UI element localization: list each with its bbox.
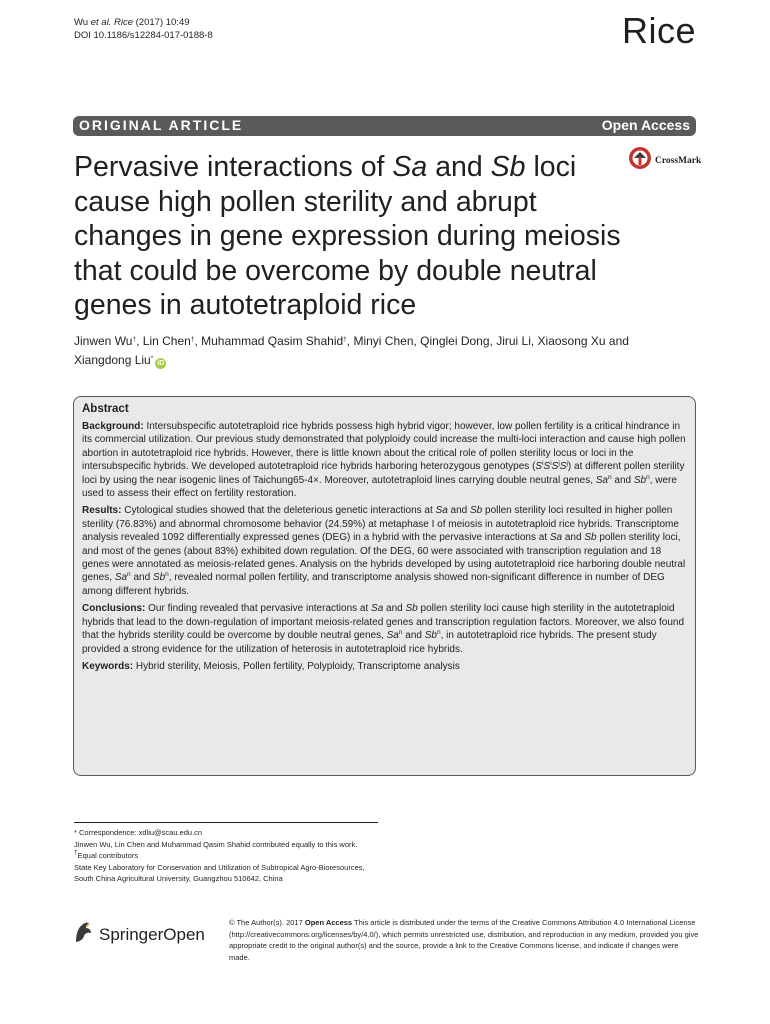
sa-gene: Sa [114, 572, 128, 584]
abstract-background [82, 420, 687, 500]
license-prefix: © The Author(s). 2017 [229, 918, 305, 927]
genotype: S [535, 461, 543, 473]
genotype-sup: j [566, 460, 568, 468]
license-text [229, 917, 699, 963]
background-text-3: , were used to assess their effect on fertility restoration. [82, 474, 677, 500]
title-text-2: and [427, 151, 491, 183]
dagger-mark: † [190, 336, 195, 343]
springer-name: Springer [99, 924, 164, 944]
sa-gene: Sa [435, 505, 448, 517]
conclusions-text-3: , in autotetraploid rice hybrids. The present study provided a strong evidence for the utilization of heterosis in autotetraploid rice hybrids. [82, 630, 657, 655]
equal-contributors-text: Equal contributors [77, 851, 139, 861]
author-list [74, 332, 674, 370]
sb-gene: Sb [470, 505, 483, 517]
and-text: and [402, 630, 425, 642]
sb-gene: Sb [584, 532, 597, 544]
abstract-heading: Abstract [82, 403, 129, 415]
genotype-sup: j [558, 460, 560, 468]
and-text: and [383, 603, 406, 615]
title-text-3: loci cause high pollen sterility and abrupt changes in gene expression during meiosis that could be overcome by double neutral genes in autotetraploid rice [74, 151, 621, 321]
author-1: Jinwen Wu [74, 334, 133, 348]
and-text: and [447, 505, 471, 517]
springer-horse-icon [72, 920, 94, 949]
dagger-mark: † [74, 849, 78, 857]
keywords-label: Keywords: [82, 660, 134, 672]
background-label: Background: [82, 421, 144, 432]
crossmark-link[interactable] [628, 146, 701, 175]
and-text: and [562, 532, 585, 544]
sa-gene: Sa [386, 630, 399, 642]
background-text-2: ) at different pollen sterility loci by using the near isogenic lines of Taichung65-4×. Moreover, autotetraploid lines carrying double neutral genes, [82, 461, 685, 486]
doi[interactable]: DOI 10.1186/s12284-017-0188-8 [74, 30, 213, 41]
author-rest: , Minyi Chen, Qinglei Dong, Jirui Li, Xiaosong Xu and Xiangdong Liu [74, 334, 629, 367]
n-sup: n [398, 629, 403, 637]
title-text-1: Pervasive interactions of [74, 151, 393, 183]
abstract-results [82, 504, 687, 598]
sb-gene: Sb [633, 474, 647, 486]
citation-year: (2017) 10:49 [135, 17, 190, 28]
citation-etal: et al. [90, 17, 112, 28]
title-sa: Sa [392, 151, 428, 183]
sa-gene: Sa [549, 532, 563, 544]
title-sb: Sb [490, 151, 526, 183]
conclusions-text-2: pollen sterility loci cause high sterility in the autotetraploid hybrids that lead to the down-regulation of important meiosis-related genes and transcription regulation factors. Moreover, we also found that the hybrids sterility could be overcome by double neutral genes, [82, 603, 685, 642]
dagger-mark: † [343, 336, 347, 343]
results-text-2: pollen sterility loci resulted in higher pollen sterility (76.83%) and abnormal chromosome behavior (24.59%) at metaphase I of meiosis in autotetraploid rice hybrids. Transcriptome analysis revealed 1092 differentially expressed genes (DEG) in a hybrid with the pervasive interactions at [82, 505, 679, 544]
abstract-box [73, 396, 696, 776]
author-3: , Muhammad Qasim Shahid [194, 334, 344, 348]
background-text-1: Intersubspecific autotetraploid rice hybrids possess high hybrid vigor; however, low pollen fertility is a critical hindrance in its commercial utilization. Our previous study demonstrated that polyploidy could increase the multi-loci interaction and cause high pollen abortion in autotetraploid rice hybrids. However, there is little known about the critical role of pollen sterility locus or loci in the intersubspecific hybrids. We developed autotetraploid rice hybrids harboring heterozygous genotypes ( [82, 421, 686, 473]
springer-open-logo [72, 920, 205, 949]
journal-name: Rice [621, 10, 696, 51]
crossmark-label: CrossMark [655, 155, 702, 166]
equal-contribution: Jinwen Wu, Lin Chen and Muhammad Qasim Shahid contributed equally to this work. [74, 839, 358, 849]
article-title [74, 150, 634, 323]
conclusions-label: Conclusions: [82, 603, 146, 615]
results-label: Results: [82, 505, 122, 517]
sa-gene: Sa [371, 603, 384, 615]
article-type: ORIGINAL ARTICLE [79, 117, 244, 133]
equal-contributors-line [74, 850, 378, 862]
orcid-icon[interactable]: iD [157, 360, 165, 367]
open-name: Open [163, 924, 205, 944]
genotype: S [543, 461, 551, 473]
correspondence[interactable]: * Correspondence: xdliu@scau.edu.cn [74, 828, 203, 837]
genotype-sup: i [542, 460, 544, 468]
conclusions-text-1: Our finding revealed that pervasive interactions at [145, 603, 372, 615]
sb-gene: Sb [152, 572, 166, 584]
n-sup: n [127, 571, 131, 579]
sa-gene: Sa [595, 474, 608, 486]
n-sup: n [165, 571, 169, 579]
n-sup: n [646, 473, 650, 481]
springer-wordmark [99, 925, 205, 945]
citation-line [74, 16, 213, 29]
abstract-keywords [82, 660, 687, 673]
author-2: , Lin Chen [136, 334, 191, 348]
citation-header [74, 16, 213, 42]
genotype: S [559, 461, 567, 473]
results-text-4: , revealed normal pollen fertility, and transcriptome analysis showed non-significant difference in number of DEG among different hybrids. [82, 572, 665, 597]
corresponding-mark: * [150, 355, 154, 362]
sb-gene: Sb [424, 630, 437, 642]
results-text-3: pollen sterility loci, and most of the genes (about 83%) exhibited down regulation. Of the DEG, 60 were associated with transcription regulation and 18 genes were annotated as meiosis-related genes. Analysis on the hybrids developed by using autotetraploid rice harboring double neutral genes, [82, 532, 686, 584]
abstract-conclusions [82, 602, 687, 656]
genotype-sup: i [550, 460, 552, 468]
open-access-label: Open Access [601, 117, 690, 133]
dagger-mark: † [132, 336, 137, 343]
and-text: and [611, 474, 634, 486]
n-sup: n [607, 473, 612, 481]
sb-gene: Sb [405, 603, 418, 615]
affiliation: State Key Laboratory for Conservation and Utilization of Subtropical Agro-Bioresources, South China Agricultural University, Guangzhou 510642, China [74, 862, 365, 884]
and-text: and [130, 572, 153, 584]
keywords-text: Hybrid sterility, Meiosis, Pollen fertility, Polyploidy, Transcriptome analysis [133, 660, 460, 672]
article-type-banner [73, 116, 696, 136]
results-text-1: Cytological studies showed that the deleterious genetic interactions at [121, 505, 436, 517]
footnotes [74, 822, 378, 885]
license-body: This article is distributed under the terms of the Creative Commons Attribution 4.0 International License (http://creativecommons.org/licenses/by/4.0/), which permits unrestricted use, distribution, and reproduction in any medium, provided you give appropriate credit to the original author(s) and the source, provide a link to the Creative Commons license, and indicate if changes were made. [229, 918, 699, 962]
n-sup: n [436, 629, 441, 637]
citation-journal: Rice [113, 17, 133, 28]
license-open-access: Open Access [304, 918, 353, 927]
citation-authors: Wu [74, 17, 89, 28]
genotype: S [551, 461, 559, 473]
